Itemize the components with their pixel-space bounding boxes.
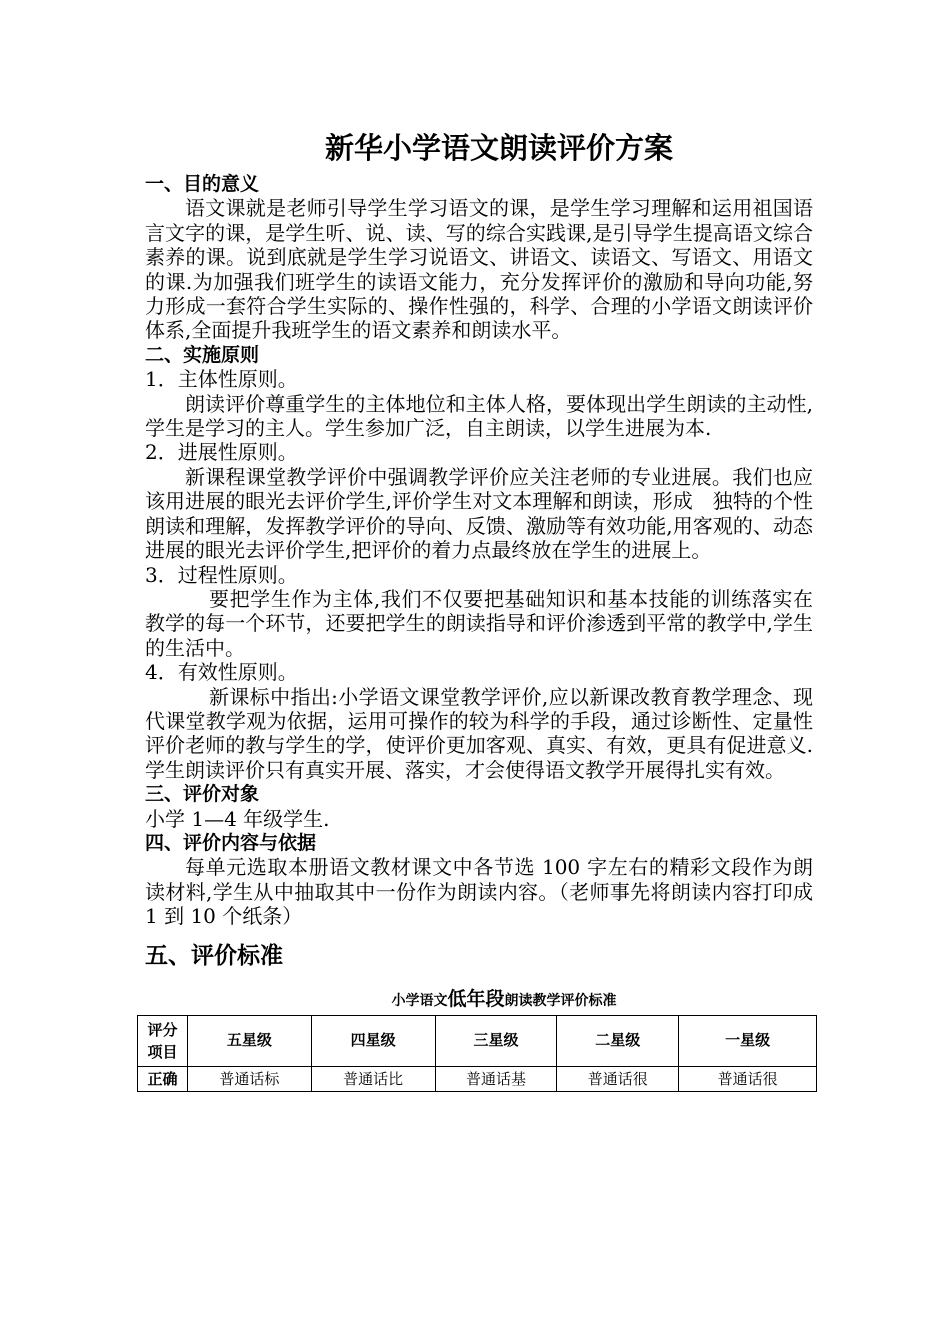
table-cell: 普通话很 bbox=[557, 1066, 679, 1091]
section-heading-content: 四、评价内容与依据 bbox=[145, 831, 317, 854]
purpose-paragraph: 语文课就是老师引导学生学习语文的课，是学生学习理解和运用祖国语言文字的课，是学生听、说、读、写的综合实践课,是引导学生提高语文综合素养的课。说到底就是学生学习说语文、讲语文、读语文、写语文、用语文的课.为加强我们班学生的读语文能力，充分发挥评价的激励和导向功能,努力形成一套符合学生实际的、操作性强的，科学、合理的小学语文朗读评价体系,全面提升我班学生的语文素养和朗读水平。 bbox=[145, 196, 813, 343]
document-page bbox=[145, 128, 813, 1092]
principle-1-title: 1．主体性原则。 bbox=[145, 367, 298, 392]
section-heading-target: 三、评价对象 bbox=[145, 783, 260, 806]
document-title: 新华小学语文朗读评价方案 bbox=[324, 131, 673, 165]
principle-2-title: 2．进展性原则。 bbox=[145, 440, 298, 465]
item-header-line-2: 项目 bbox=[147, 1042, 178, 1061]
item-header-cell bbox=[138, 1015, 188, 1066]
table-caption-prefix: 小学语文 bbox=[391, 992, 448, 1009]
level-header-3: 三星级 bbox=[435, 1015, 557, 1066]
principle-3-text: 要把学生作为主体,我们不仅要把基础知识和基本技能的训练落实在教学的每一个环节，还要把学生的朗读指导和评价渗透到平常的教学中,学生的生活中。 bbox=[145, 586, 813, 660]
table-caption bbox=[145, 987, 813, 1013]
evaluation-table bbox=[137, 1015, 817, 1092]
table-header-row bbox=[138, 1015, 817, 1066]
target-text: 小学 1—4 年级学生. bbox=[145, 806, 330, 831]
table-cell: 普通话很 bbox=[679, 1066, 817, 1091]
table-cell: 普通话基 bbox=[435, 1066, 557, 1091]
section-heading-principles: 二、实施原则 bbox=[145, 343, 260, 366]
principle-4-text: 新课标中指出:小学语文课堂教学评价,应以新课改教育教学理念、现代课堂教学观为依据，运用可操作的较为科学的手段，通过诊断性、定量性评价老师的教与学生的学，使评价更加客观、真实、有效，更具有促进意义.学生朗读评价只有真实开展、落实，才会使得语文教学开展得扎实有效。 bbox=[145, 684, 813, 782]
table-cell: 普通话标 bbox=[187, 1066, 311, 1091]
level-header-1: 一星级 bbox=[679, 1015, 817, 1066]
section-heading-purpose: 一、目的意义 bbox=[145, 173, 260, 195]
level-header-4: 四星级 bbox=[311, 1015, 435, 1066]
table-cell: 普通话比 bbox=[311, 1066, 435, 1091]
table-caption-emphasis: 低年段 bbox=[447, 987, 505, 1010]
section-heading-standards: 五、评价标准 bbox=[145, 942, 283, 969]
content-paragraph: 每单元选取本册语文教材课文中各节选 100 字左右的精彩文段作为朗读材料,学生从中抽取其中一份作为朗读内容。（老师事先将朗读内容打印成 1 到 10 个纸条） bbox=[145, 855, 813, 929]
level-header-5: 五星级 bbox=[187, 1015, 311, 1066]
principle-1-text: 朗读评价尊重学生的主体地位和主体人格，要体现出学生朗读的主动性,学生是学习的主人。学生参加广泛，自主朗读，以学生进展为本. bbox=[145, 391, 813, 441]
level-header-2: 二星级 bbox=[557, 1015, 679, 1066]
table-caption-suffix: 朗读教学评价标准 bbox=[504, 992, 617, 1009]
principle-2-text: 新课程课堂教学评价中强调教学评价应关注老师的专业进展。我们也应该用进展的眼光去评价学生,评价学生对文本理解和朗读，形成 独特的个性朗读和理解，发挥教学评价的导向、反馈、激励等有效功能,用客观的、动态进展的眼光去评价学生,把评价的着力点最终放在学生的进展上。 bbox=[145, 464, 813, 563]
item-header-line-1: 评分 bbox=[147, 1020, 178, 1039]
principle-3-title: 3．过程性原则。 bbox=[145, 562, 298, 587]
row-item-cell: 正确 bbox=[138, 1066, 188, 1091]
principle-4-title: 4．有效性原则。 bbox=[145, 660, 298, 685]
table-row bbox=[138, 1066, 817, 1091]
